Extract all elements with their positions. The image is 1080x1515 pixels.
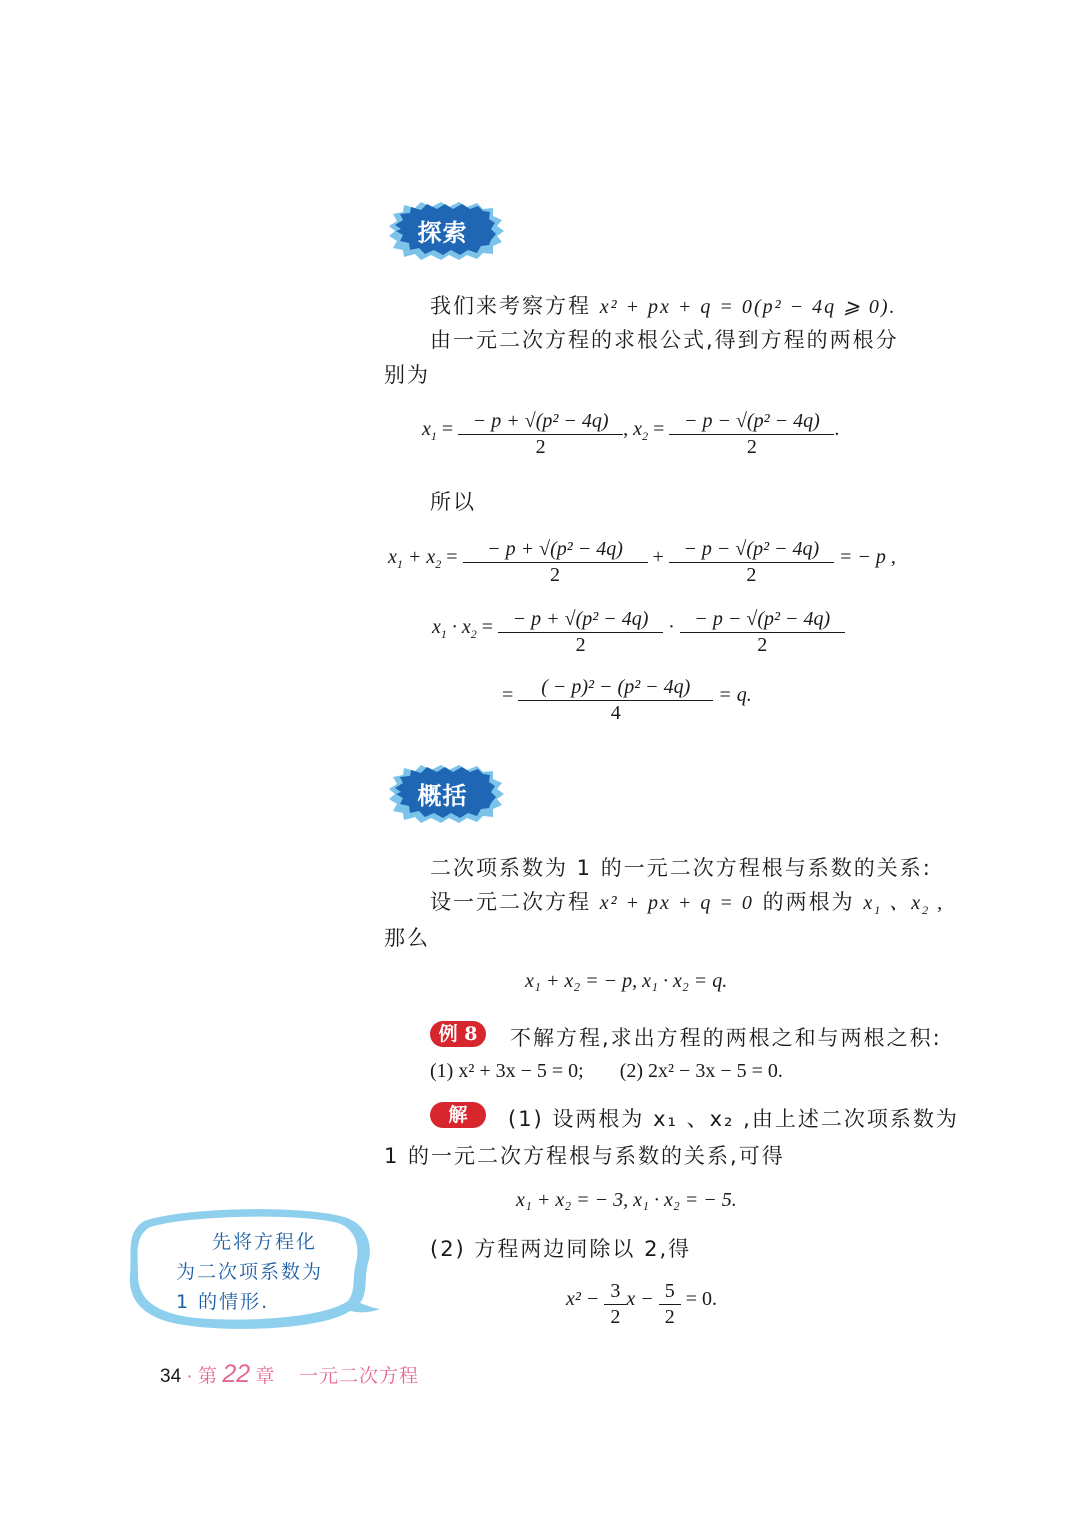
- footer-chapter-title: 一元二次方程: [299, 1365, 420, 1387]
- solution-badge: 解: [430, 1102, 486, 1128]
- example-prompt: 不解方程,求出方程的两根之和与两根之积:: [510, 1026, 942, 1050]
- section-badge-explore-label: 探索: [417, 219, 468, 247]
- solution-eq2: x² − $\frac{3}{2}$ x − $\frac{5}{2}$ = 0.: [566, 1280, 718, 1328]
- summary-line2: 设一元二次方程 x² + px + q = 0 的两根为 $x_1$ 、$x_2$ ,: [430, 890, 945, 917]
- product-formula-line2: = $\frac{\text{( − p)² − (p² − 4q)}}{4}$ = q.: [502, 676, 752, 724]
- product-frac-1: $\frac{\text{− p + √(p² − 4q)}}{2}$: [498, 608, 663, 657]
- explore-intro-equation: x² + px + q = 0: [599, 296, 754, 318]
- explore-intro-line: [430, 290, 897, 320]
- root1-denominator: 2: [535, 436, 546, 458]
- sum-frac-1: $\frac{\text{− p + √(p² − 4q)}}{2}$: [463, 538, 648, 587]
- explore-line2: 由一元二次方程的求根公式,得到方程的两根分: [430, 328, 899, 352]
- footer-chapter-suffix: 章: [255, 1366, 275, 1387]
- footer-dot: ·: [186, 1366, 193, 1387]
- eq2-frac-a: $\frac{3}{2}$: [604, 1280, 626, 1329]
- example-badge: 例 8: [430, 1021, 486, 1047]
- note-line2: 为二次项系数为: [176, 1261, 324, 1283]
- summary-line3: 那么: [384, 926, 430, 950]
- sum-result: = − p ,: [838, 546, 896, 568]
- product-denominator: 4: [610, 702, 621, 724]
- footer-chapter-prefix: 第: [198, 1366, 218, 1387]
- example-parts: [430, 1060, 783, 1083]
- product-formula: $x_1 \cdot x_2$ = $\frac{\text{− p + √(p² − 4q)}}{2}$ · $\frac{\text{− p − √(p² − 4q)}}{2}$: [432, 608, 845, 657]
- example-part1: (1) x² + 3x − 5 = 0;: [430, 1060, 584, 1082]
- explore-so: 所以: [430, 490, 476, 514]
- root2-fraction: [669, 410, 834, 459]
- root1-numerator: − p + √(p² − 4q): [472, 410, 609, 432]
- section-badge-summary-label: 概括: [417, 782, 468, 810]
- solution-line1: (1) 设两根为 x₁ 、x₂ ,由上述二次项系数为: [508, 1107, 959, 1131]
- footer-chapter-number: 22: [222, 1360, 251, 1388]
- note-bubble: [124, 1205, 382, 1333]
- product-frac-2: $\frac{\text{− p − √(p² − 4q)}}{2}$: [680, 608, 845, 657]
- page-footer: [160, 1360, 419, 1389]
- sum-formula: $x_1 + x_2$ = $\frac{\text{− p + √(p² − 4q)}}{2}$ + $\frac{\text{− p − √(p² − 4q)}}{2}$ = − p ,: [388, 538, 896, 586]
- root2-numerator: − p − √(p² − 4q): [683, 410, 820, 432]
- solution-result1: x₁ + x₂ = − 3, x₁ · x₂ = − 5.: [516, 1189, 737, 1211]
- eq2-frac-b: $\frac{5}{2}$: [659, 1280, 681, 1329]
- section-badge-explore: [385, 200, 510, 262]
- roots-formula: $x_1$ = $\frac{\text{− p + √(p² − 4q)}}{2}$ , $x_2$ = $\frac{\text{− p − √(p² − 4q)}}{2}$ .: [422, 410, 840, 458]
- sum-frac-2: $\frac{\text{− p − √(p² − 4q)}}{2}$: [669, 538, 834, 587]
- example-part2: (2) 2x² − 3x − 5 = 0.: [619, 1060, 783, 1082]
- root2-denominator: 2: [746, 436, 757, 458]
- explore-intro-condition: (p² − 4q ⩾ 0).: [753, 296, 897, 318]
- note-line1: 先将方程化: [212, 1231, 318, 1253]
- summary-line1: 二次项系数为 1 的一元二次方程根与系数的关系:: [430, 856, 932, 880]
- section-badge-summary: [385, 763, 510, 825]
- summary-relation: x₁ + x₂ = − p, x₁ · x₂ = q.: [525, 970, 728, 992]
- product-result: = q.: [718, 684, 752, 706]
- note-line3: 1 的情形.: [176, 1291, 270, 1313]
- page-number: 34: [160, 1366, 182, 1387]
- root1-fraction: [458, 410, 623, 459]
- solution-line3: (2) 方程两边同除以 2,得: [430, 1237, 692, 1261]
- product-numerator: ( − p)² − (p² − 4q): [541, 676, 691, 698]
- explore-intro-prefix: 我们来考察方程: [430, 294, 591, 318]
- explore-line3: 别为: [384, 363, 430, 387]
- product-frac-3: [518, 676, 713, 725]
- solution-line2: 1 的一元二次方程根与系数的关系,可得: [384, 1144, 785, 1168]
